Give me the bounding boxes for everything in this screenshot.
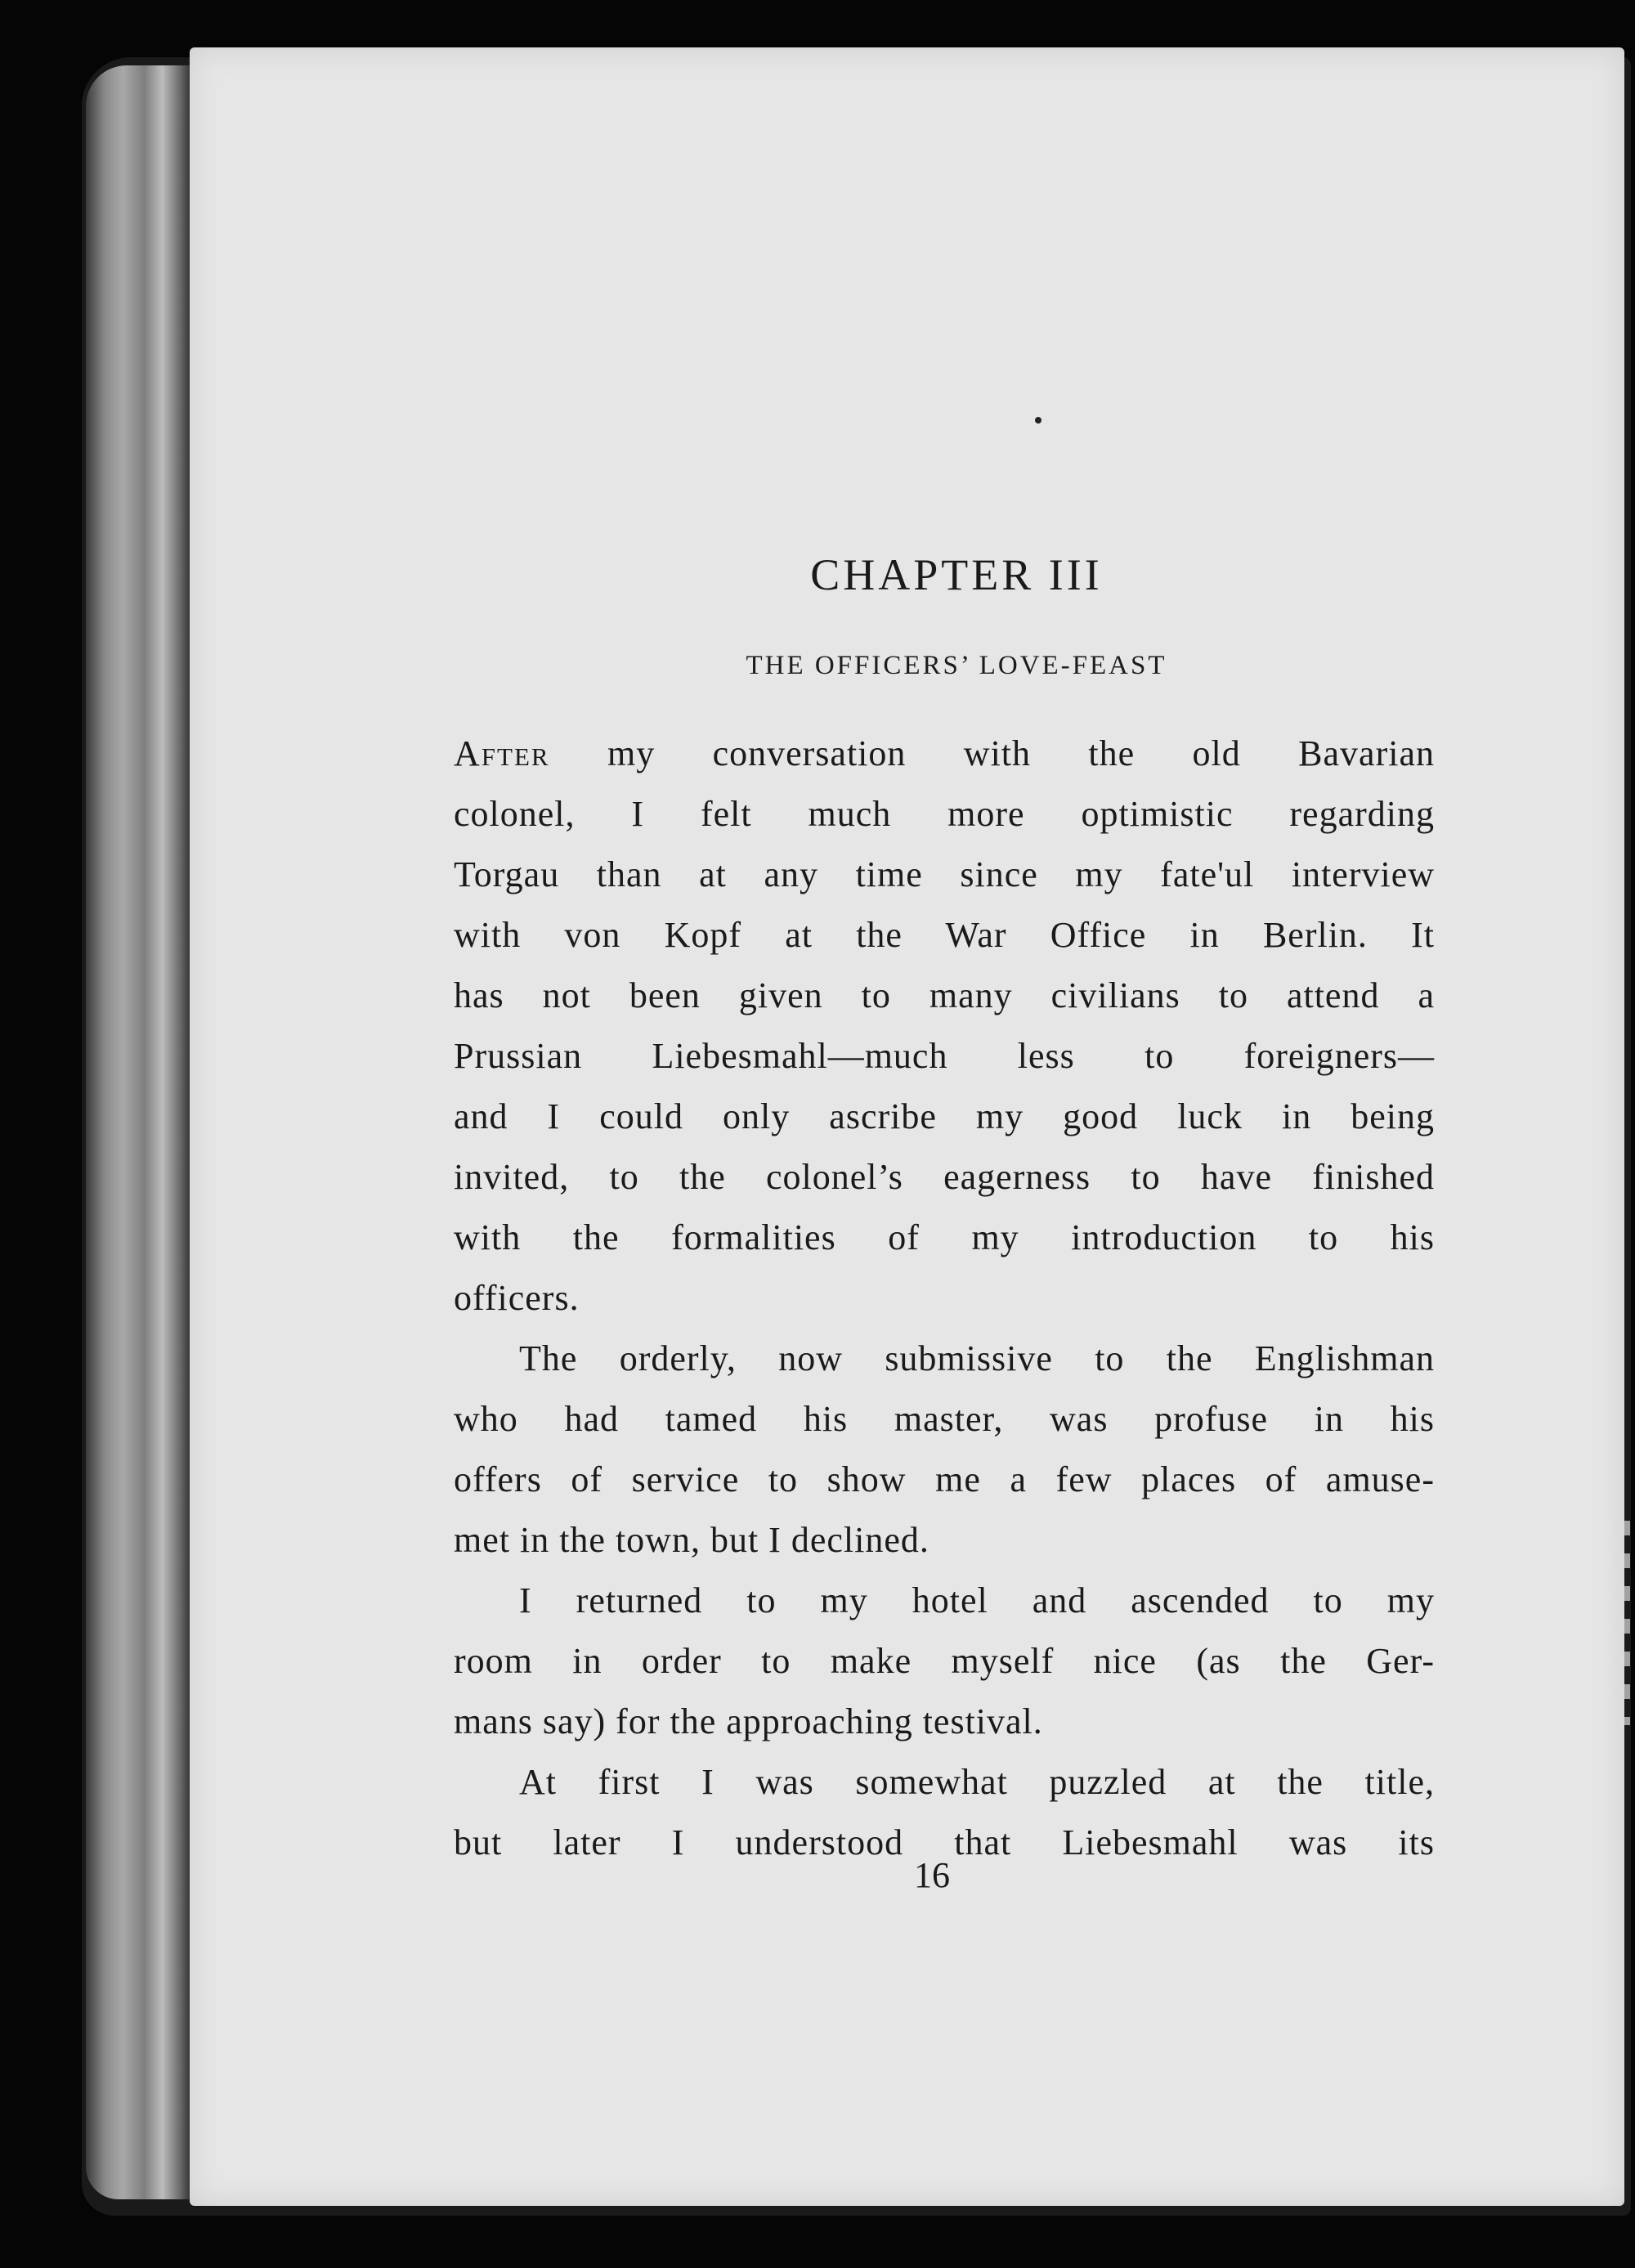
text-line xyxy=(454,724,1435,784)
text-line: colonel, I felt much more optimistic regarding xyxy=(454,794,1435,834)
margin-mark xyxy=(1614,1521,1630,1725)
text-line: with the formalities of my introduction to his xyxy=(454,1217,1435,1257)
lead-word: After xyxy=(454,733,550,773)
text-line: met in the town, but I declined. xyxy=(454,1520,929,1560)
text-line: invited, to the colonel’s eagerness to have finished xyxy=(454,1157,1435,1197)
page-speck xyxy=(1035,417,1041,424)
text-line: who had tamed his master, was profuse in his xyxy=(454,1399,1435,1439)
text-line: mans say) for the approaching testival. xyxy=(454,1701,1043,1741)
text-line: Torgau than at any time since my fate'ul interview xyxy=(454,854,1435,894)
text-line: officers. xyxy=(454,1278,580,1318)
text-line: with von Kopf at the War Office in Berlin. It xyxy=(454,915,1435,955)
text-line: room in order to make myself nice (as the Ger- xyxy=(454,1641,1435,1681)
text-line: Prussian Liebesmahl—much less to foreigners— xyxy=(454,1036,1435,1076)
book-spine xyxy=(86,65,192,2199)
chapter-title: CHAPTER III xyxy=(810,550,1103,599)
page-number: 16 xyxy=(914,1855,950,1895)
chapter-body xyxy=(454,724,1435,1873)
text-line: but later I understood that Liebesmahl was its xyxy=(454,1822,1435,1862)
text-line: I returned to my hotel and ascended to my xyxy=(519,1580,1435,1620)
text-line: has not been given to many civilians to attend a xyxy=(454,975,1435,1015)
text-line: offers of service to show me a few places of amuse- xyxy=(454,1459,1435,1499)
chapter-subtitle: THE OFFICERS’ LOVE-FEAST xyxy=(746,651,1167,680)
line-text: my conversation with the old Bavarian xyxy=(549,733,1435,773)
text-line: and I could only ascribe my good luck in being xyxy=(454,1096,1435,1136)
text-line: At first I was somewhat puzzled at the title, xyxy=(519,1762,1435,1802)
text-line: The orderly, now submissive to the Englishman xyxy=(519,1338,1435,1378)
